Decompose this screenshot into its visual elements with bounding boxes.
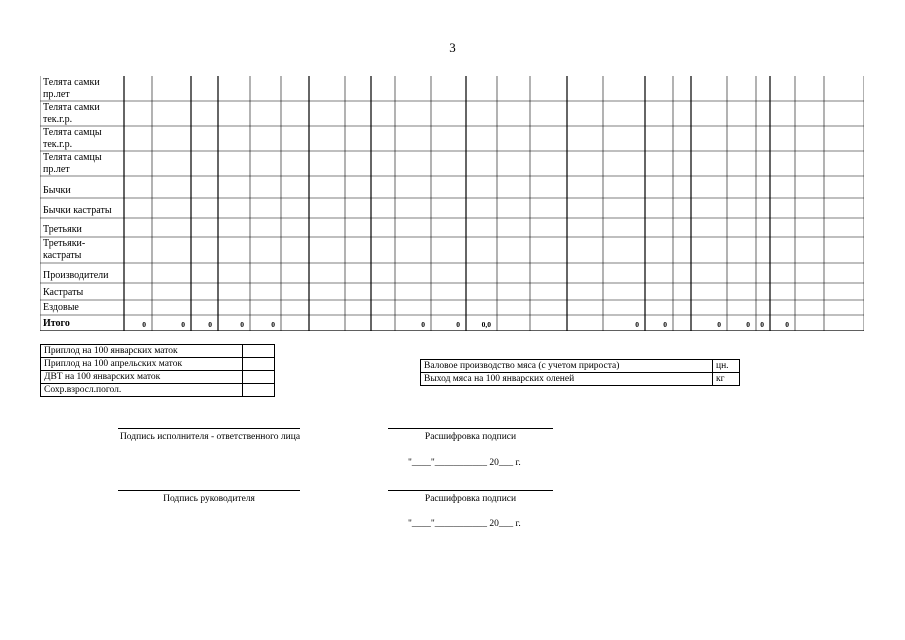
total-cell: 0 [271,320,275,329]
indicator-label: Сохр.взросл.погол. [41,384,243,397]
total-cell: 0 [181,320,185,329]
indicator-label: Приплод на 100 апрельских маток [41,358,243,371]
row-label: Ездовые [43,302,79,313]
left-table-row [41,345,275,358]
indicator-value [243,371,275,384]
row-label: Бычки [43,185,71,196]
total-label: Итого [43,318,70,329]
row-label: Телята самки пр.лет [43,77,100,100]
decoding-label-1: Расшифровка подписи [424,432,517,442]
row-label: Телята самки тек.г.р. [43,102,100,125]
executor-signature-line [118,428,300,429]
row-label: Третьяки [43,224,82,235]
indicator-value [243,384,275,397]
total-cell: 0 [785,320,789,329]
row-label: Кастраты [43,287,84,298]
indicator-label: Выход мяса на 100 январских оленей [421,373,713,386]
decoding-label-2: Расшифровка подписи [424,494,517,504]
total-cell: 0 [746,320,750,329]
total-cell: 0 [717,320,721,329]
row-label: Бычки кастраты [43,205,112,216]
left-table-row [41,384,275,397]
indicator-unit: цн. [713,360,740,373]
total-cell: 0 [760,320,764,329]
left-indicators-table [40,344,275,397]
decoding-line-1 [388,428,553,429]
total-cell: 0 [240,320,244,329]
total-cell: 0 [663,320,667,329]
indicator-unit: кг [713,373,740,386]
right-table-row [421,360,740,373]
total-cell: 0 [421,320,425,329]
left-table-row [41,358,275,371]
right-indicators-table [420,359,740,386]
page-number: 3 [449,40,456,55]
total-cell: 0,0 [481,320,491,329]
indicator-value [243,345,275,358]
indicator-label: Приплод на 100 январских маток [41,345,243,358]
right-table-row [421,373,740,386]
date-line-2: "____"___________ 20___ г. [408,519,521,529]
head-signature-label: Подпись руководителя [163,494,255,504]
total-cell: 0 [456,320,460,329]
total-cell: 0 [635,320,639,329]
livestock-table-grid [40,76,864,331]
total-cell: 0 [208,320,212,329]
decoding-line-2 [388,490,553,491]
indicator-value [243,358,275,371]
left-table-row [41,371,275,384]
total-cell: 0 [142,320,146,329]
head-signature-line [118,490,300,491]
row-label: Телята самцы тек.г.р. [43,127,102,150]
executor-signature-label: Подпись исполнителя - ответственного лица [119,432,301,442]
date-line-1: "____"___________ 20___ г. [408,458,521,468]
indicator-label: Валовое производство мяса (с учетом прироста) [421,360,713,373]
row-label: Производители [43,270,109,281]
row-label: Третьяки- кастраты [43,238,86,261]
row-label: Телята самцы пр.лет [43,152,102,175]
indicator-label: ДВТ на 100 январских маток [41,371,243,384]
